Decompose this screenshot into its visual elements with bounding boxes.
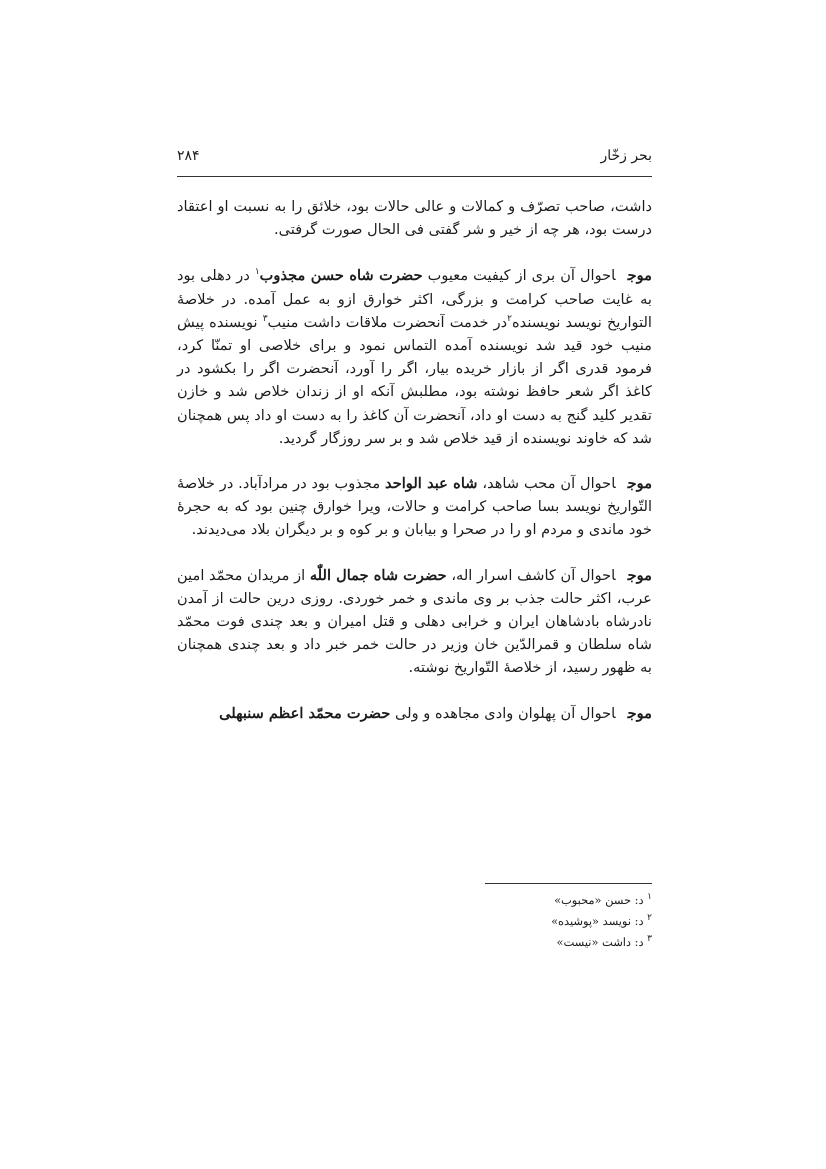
footnote-number: ۱ xyxy=(647,892,652,903)
section-heading: موج xyxy=(627,475,653,493)
section-heading: موج xyxy=(627,566,653,584)
footnote-text: د: حسن «محبوب» xyxy=(554,893,644,907)
section-text: در خدمت آنحضرت ملاقات داشت منیب xyxy=(267,313,508,331)
section-text: مجذوب بود در مرادآباد. در خلاصهٔ التّواریخ نویسد بسا صاحب کرامت و حالات، ویرا خوارق چنین بود که به حجرهٔ خود ماندی و مردم او را در صحرا و بیابان و بر کوه و بر دیگران بلاد می‌دیدند. xyxy=(177,475,652,539)
footnote-1 xyxy=(551,890,652,911)
section-name: شاه عبد الواحد xyxy=(385,475,478,493)
section-1 xyxy=(177,264,652,450)
footnote-ref: ۱ xyxy=(254,267,260,278)
footnote-number: ۳ xyxy=(647,934,652,945)
section-4 xyxy=(177,702,652,725)
section-3 xyxy=(177,564,652,680)
section-name: حضرت شاه حسن مجذوب xyxy=(259,267,423,285)
footnote-ref: ۲ xyxy=(507,313,513,324)
footnote-number: ۲ xyxy=(647,913,652,924)
page-number: ۲۸۴ xyxy=(177,148,200,164)
footnotes xyxy=(551,890,652,953)
section-lead: احوال آن کاشف اسرار اله، xyxy=(451,566,616,584)
page-header xyxy=(177,148,652,172)
footnote-text: د: داشت «نیست» xyxy=(556,935,644,949)
intro-paragraph: داشت، صاحب تصرّف و کمالات و عالی حالات بود، خلائق را به نسبت او اعتقاد درست بود، هر چه از خیر و شر گفتی فی الحال صورت گرفتی. xyxy=(177,198,652,239)
section-heading: موج xyxy=(627,267,653,285)
main-text xyxy=(177,195,652,725)
header-rule xyxy=(177,176,652,177)
section-lead: احوال آن محب شاهد، xyxy=(482,475,616,493)
section-text: نویسنده پیش منیب خود قید شد نویسنده آمده التماس نمود و برای خلاصی او تمنّا کرد، فرمود قدری اگر از بازار خریده بیار، اگر را آورد، آنحضرت اگر را بکشود در کاغذ اگر شعر حافظ نوشته بود، مطلبش آنکه او از زندان خلاص شد و خازن تقدیر کلید گنج به دست او داد، آنحضرت آن کاغذ را به دست او داد پس همچنان شد که خاوند نویسنده از قید خلاص شد و بر سر روزگار گردید. xyxy=(177,313,652,447)
running-title: بحر زخّار xyxy=(600,148,652,164)
section-heading: موج xyxy=(627,704,652,722)
footnote-ref: ۳ xyxy=(262,313,268,324)
section-lead: احوال آن بری از کیفیت معیوب xyxy=(427,267,616,285)
section-text: از مریدان محمّد امین عرب، اکثر حالت جذب بر وی ماندی و خمر خوردی. روزی درین حالت از آمدن نادرشاه بادشاهان ایران و خرابی دهلی و قتل امیران و بعد چندی فوت محمّد شاه سلطان و قمرالدّین خان وزیر در حالت خمر خبر داد و بعد چندی همچنان به ظهور رسید، از خلاصهٔ التّواریخ نوشته. xyxy=(177,566,652,677)
section-lead: احوال آن پهلوان وادی مجاهده و ولی xyxy=(394,704,616,722)
section-name: حضرت شاه جمال اللّٰه xyxy=(309,566,447,584)
footnote-3 xyxy=(551,932,652,953)
section-name: حضرت محمّد اعظم سنبهلی xyxy=(219,704,391,722)
section-2 xyxy=(177,472,652,542)
footnote-text: د: نویسد «پوشیده» xyxy=(551,914,644,928)
footnote-rule xyxy=(485,883,652,884)
section-text: در دهلی بود به غایت صاحب کرامت و بزرگی، اکثر خوارق ازو به عمل آمده. در خلاصهٔ التواریخ نویسد نویسنده xyxy=(177,267,652,331)
footnote-2 xyxy=(551,911,652,932)
